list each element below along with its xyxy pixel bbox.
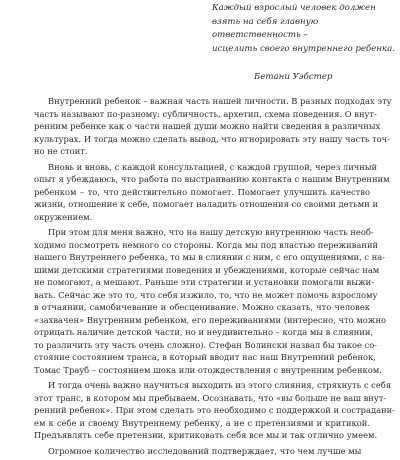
text-line: опыт я убеждаюсь, что работа по выстраиванию контакта с нашим Внутренним <box>34 174 390 184</box>
paragraph <box>34 445 370 458</box>
text-line: вать. Сейчас же это то, что себя изжило, то, что не может помочь взрослому <box>34 289 378 300</box>
paragraph <box>34 226 387 376</box>
text-line: ходимо посмотреть немного со стороны. Когда мы под властью переживаний <box>34 239 379 250</box>
text-line: Вновь и вновь, с каждой консультацией, с каждой группой, через личный <box>48 161 378 172</box>
text-line: часть называют по-разному: субличность, архетип, схема поведения. О внут- <box>34 108 377 119</box>
text-line: ренний ребенок». При этом сделать это необходимо с поддержкой и сострадани- <box>34 405 396 415</box>
epigraph <box>212 2 395 56</box>
text-line: культурах. И тогда можно сделать вывод, что игнорировать эту нашу часть точ- <box>34 133 391 144</box>
text-line: «захвачен» Внутренним ребенком, его переживаниями (интересно, что можно <box>34 314 387 325</box>
paragraph <box>34 161 390 224</box>
text-line: но не стоит. <box>34 146 88 156</box>
text-line: этот транс, в котором мы пребываем. Осознавать, что «вы больше не ваш внут- <box>34 392 387 403</box>
text-line: жизни, отношение к себе, помогает наладить отношения со своими детьми и <box>34 199 379 209</box>
paragraph <box>34 95 392 158</box>
epigraph-line: ответственность – <box>212 30 308 41</box>
text-line: не помогают, а мешают. Раньше эти стратегии и установки помогали выжи- <box>34 277 375 287</box>
text-line: стояние состоянием транса, в который вводит нас наш Внутренний ребенок, <box>34 352 376 362</box>
text-line: нашего Внутреннего ребенка, то мы в слиянии с ним, с его ощущениями, с на- <box>34 252 386 262</box>
text-line: ренним ребенке как о части нашей души можно найти сведения в различных <box>34 121 381 131</box>
epigraph-line: исцелить своего внутреннего ребенка. <box>212 43 395 54</box>
epigraph-author: Бетани Уэбстер <box>254 72 333 82</box>
text-line: Томас Трауб – состоянием шока или отождествления с внутренним ребенком. <box>34 364 382 375</box>
text-line: то различить эту часть очень сложно). Стефан Волински назвал бы такое со- <box>34 339 378 350</box>
text-line: ребенком – то, что действительно помогает. Помогает улучшить качество <box>34 186 370 197</box>
text-line: в отчаянии, самобичевание и обесценивание. Можно сказать, что человек <box>34 302 370 312</box>
epigraph-line: Каждый взрослый человек должен <box>212 3 376 13</box>
body-text <box>34 95 396 460</box>
text-line: И тогда очень важно научиться выходить из этого слияния, стряхнуть с себя <box>48 380 392 390</box>
text-line: отрицать наличие детской части, но и неудивительно – когда мы в слиянии, <box>34 327 374 337</box>
text-line: шими детскими стратегиями поведения и убеждениями, которые сейчас нам <box>34 264 380 275</box>
paragraph <box>34 379 396 442</box>
text-line: При этом для меня важно, что на нашу детскую внутреннюю часть необ- <box>48 227 374 237</box>
text-line: ем к себе и своему Внутреннему ребенку, а не с претензиями и критикой. <box>34 417 370 428</box>
text-line: Огромное количество исследований подтверждает, что чем лучше мы <box>48 445 362 456</box>
epigraph-line: взять на себя главную <box>212 16 319 27</box>
text-line: Внутренний ребенок – важная часть нашей личности. В разных подходах эту <box>48 96 392 106</box>
text-line: окружением. <box>34 211 93 222</box>
text-line: Предъявлять себе претензии, критиковать себя все мы и так отлично умеем. <box>34 430 378 440</box>
